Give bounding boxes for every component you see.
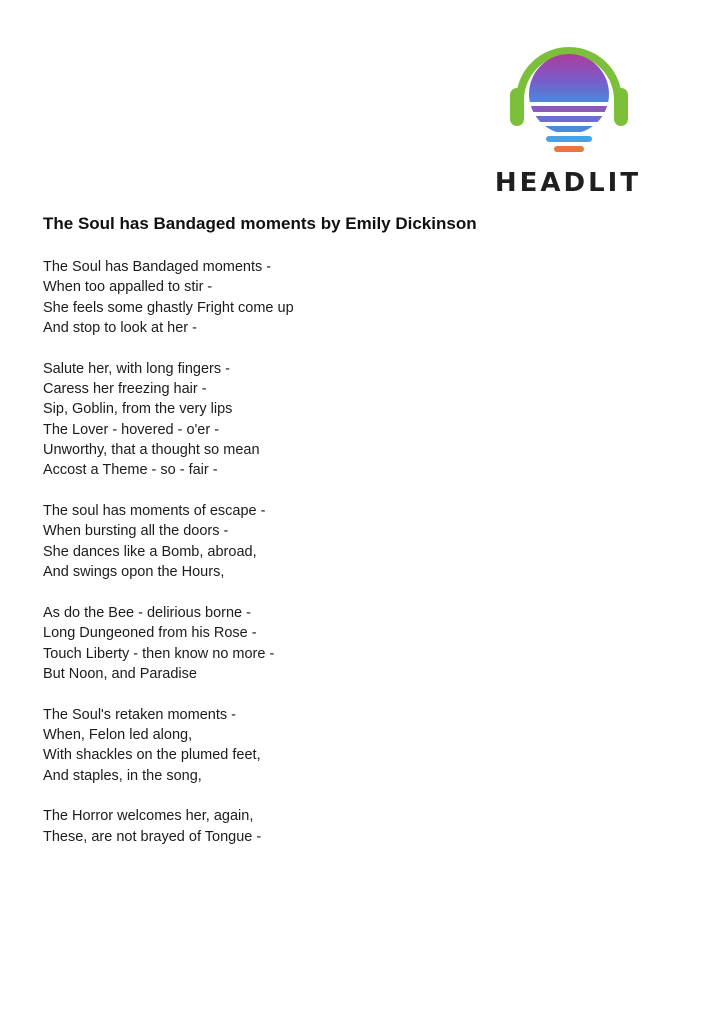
poem-line: She dances like a Bomb, abroad, xyxy=(43,543,257,560)
poem-line: When too appalled to stir - xyxy=(43,279,213,296)
poem-line: Accost a Theme - so - fair - xyxy=(43,462,218,479)
poem-line: Touch Liberty - then know no more - xyxy=(43,645,275,662)
poem-line: These, are not brayed of Tongue - xyxy=(43,828,262,845)
poem-line: The Horror welcomes her, again, xyxy=(43,808,254,825)
poem-line: When, Felon led along, xyxy=(43,726,193,743)
brand-wordmark: HEADLIT xyxy=(494,168,642,198)
poem-body xyxy=(43,257,294,867)
poem-line: As do the Bee - delirious borne - xyxy=(43,604,251,621)
stanza xyxy=(43,359,294,481)
poem-line: Salute her, with long fingers - xyxy=(43,360,230,377)
poem-line: But Noon, and Paradise xyxy=(43,665,197,682)
poem-line: Unworthy, that a thought so mean xyxy=(43,442,260,459)
poem-line: With shackles on the plumed feet, xyxy=(43,747,261,764)
stanza xyxy=(43,501,294,582)
poem-line: Caress her freezing hair - xyxy=(43,381,207,398)
poem-title: The Soul has Bandaged moments by Emily Dickinson xyxy=(43,214,477,233)
poem-line: The Soul's retaken moments - xyxy=(43,706,236,723)
poem-line: And swings opon the Hours, xyxy=(43,564,225,581)
poem-line: When bursting all the doors - xyxy=(43,523,229,540)
poem-line: The soul has moments of escape - xyxy=(43,503,266,520)
poem-line: She feels some ghastly Fright come up xyxy=(43,299,294,316)
stanza xyxy=(43,257,294,338)
stanza xyxy=(43,603,294,684)
poem-line: The Lover - hovered - o'er - xyxy=(43,421,220,438)
poem-line: The Soul has Bandaged moments - xyxy=(43,259,272,275)
poem-line: And staples, in the song, xyxy=(43,767,202,784)
headlit-logo xyxy=(470,42,666,200)
stanza xyxy=(43,705,294,786)
poem-line: Long Dungeoned from his Rose - xyxy=(43,625,257,642)
headphones-sun-logo-icon xyxy=(510,42,628,158)
poem-line: Sip, Goblin, from the very lips xyxy=(43,401,233,418)
stanza xyxy=(43,806,294,847)
poem-line: And stop to look at her - xyxy=(43,320,197,337)
